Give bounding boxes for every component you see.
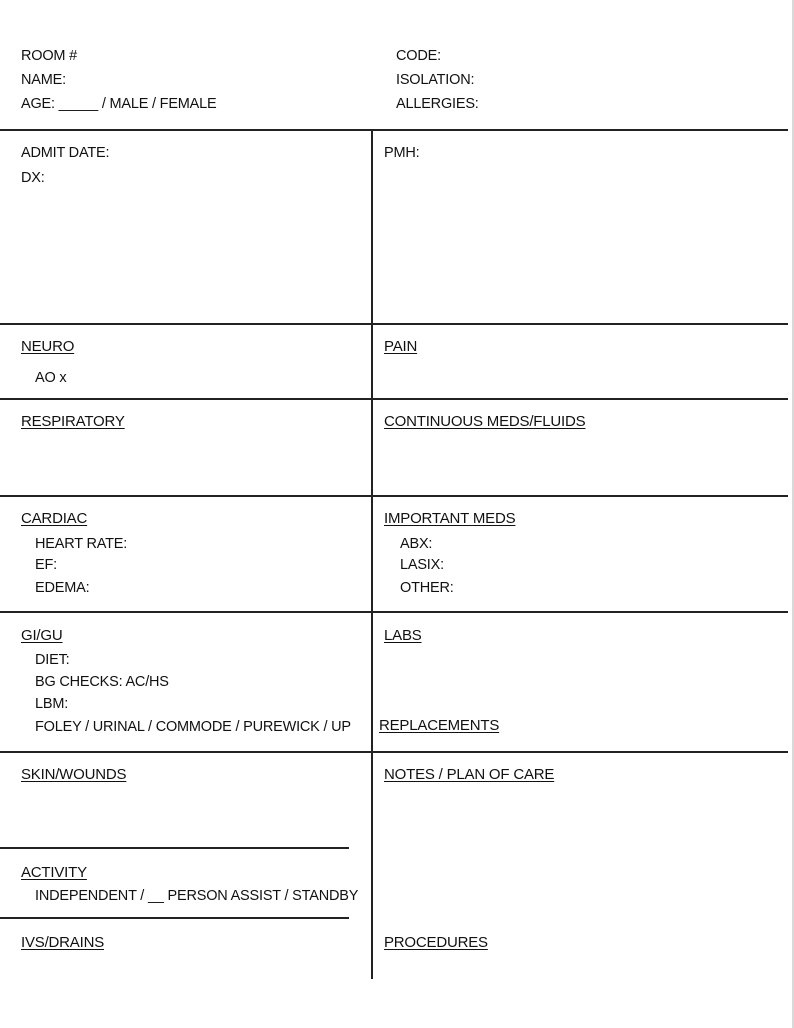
divider-skin bbox=[0, 847, 349, 849]
room-label: ROOM # bbox=[21, 48, 77, 64]
activity-heading: ACTIVITY bbox=[21, 864, 87, 881]
divider-cardiac bbox=[0, 611, 788, 613]
toileting-options-label: FOLEY / URINAL / COMMODE / PUREWICK / UP bbox=[35, 719, 351, 735]
respiratory-heading: RESPIRATORY bbox=[21, 413, 125, 430]
activity-options-label: INDEPENDENT / __ PERSON ASSIST / STANDBY bbox=[35, 888, 359, 904]
gigu-heading: GI/GU bbox=[21, 627, 63, 644]
pain-heading: PAIN bbox=[384, 338, 418, 355]
notes-plan-heading: NOTES / PLAN OF CARE bbox=[384, 766, 555, 783]
isolation-label: ISOLATION: bbox=[396, 72, 475, 88]
allergies-label: ALLERGIES: bbox=[396, 96, 479, 112]
dx-label: DX: bbox=[21, 170, 45, 186]
continuous-meds-heading: CONTINUOUS MEDS/FLUIDS bbox=[384, 413, 586, 430]
skin-wounds-heading: SKIN/WOUNDS bbox=[21, 766, 127, 783]
admit-date-label: ADMIT DATE: bbox=[21, 145, 110, 161]
divider-header bbox=[0, 129, 788, 131]
other-label: OTHER: bbox=[400, 580, 454, 596]
pmh-label: PMH: bbox=[384, 145, 420, 161]
replacements-heading: REPLACEMENTS bbox=[379, 717, 500, 734]
divider-gigu bbox=[0, 751, 788, 753]
bg-checks-label: BG CHECKS: AC/HS bbox=[35, 674, 169, 690]
important-meds-heading: IMPORTANT MEDS bbox=[384, 510, 516, 527]
divider-activity bbox=[0, 917, 349, 919]
procedures-heading: PROCEDURES bbox=[384, 934, 488, 951]
ivs-drains-heading: IVS/DRAINS bbox=[21, 934, 105, 951]
age-sex-label: AGE: _____ / MALE / FEMALE bbox=[21, 96, 217, 112]
ao-label: AO x bbox=[35, 370, 67, 386]
divider-respiratory bbox=[0, 495, 788, 497]
edema-label: EDEMA: bbox=[35, 580, 90, 596]
name-label: NAME: bbox=[21, 72, 66, 88]
abx-label: ABX: bbox=[400, 536, 433, 552]
diet-label: DIET: bbox=[35, 652, 70, 668]
ef-label: EF: bbox=[35, 557, 57, 573]
lasix-label: LASIX: bbox=[400, 557, 444, 573]
heart-rate-label: HEART RATE: bbox=[35, 536, 128, 552]
lbm-label: LBM: bbox=[35, 696, 69, 712]
divider-admit bbox=[0, 323, 788, 325]
code-label: CODE: bbox=[396, 48, 441, 64]
column-divider bbox=[371, 129, 373, 979]
cardiac-heading: CARDIAC bbox=[21, 510, 88, 527]
divider-neuro bbox=[0, 398, 788, 400]
labs-heading: LABS bbox=[384, 627, 422, 644]
neuro-heading: NEURO bbox=[21, 338, 75, 355]
